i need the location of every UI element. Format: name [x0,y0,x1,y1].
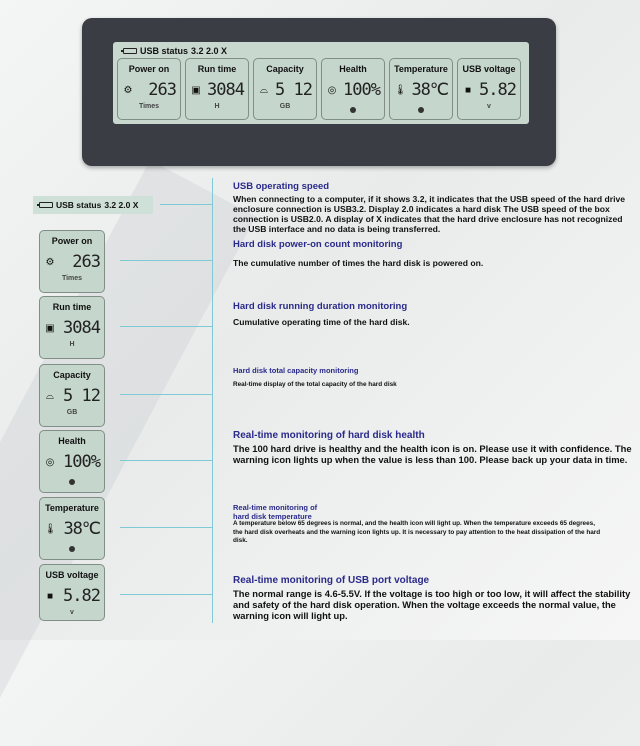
card-temperature [389,58,453,120]
card-temperature [39,497,105,560]
connector-line [160,204,212,205]
card-run-time [185,58,249,120]
connector-line [120,260,212,261]
description-title: Hard disk total capacity monitoring [233,366,359,375]
card-capacity [253,58,317,120]
description-block [233,575,633,621]
description-body: A temperature below 65 degrees is normal, and the health icon will light up. When the temperature exceeds 65 degrees, the hard disk overheats and the warning icon lights up. It is necessary to pay attention to the heat dissipation of the hard disk. [233,520,601,544]
card-unit: GB [279,103,291,110]
disk-icon: ⌓ [260,84,268,96]
card-label: Run time [197,64,237,74]
disk-icon: ⌓ [46,390,54,402]
battery-icon [39,202,53,208]
usb-status-label: USB status [56,200,102,210]
card-value: 38℃ [411,80,448,100]
card-power-on [39,230,105,293]
thermometer-icon: 🌡 [44,523,57,535]
clock-icon: ▣ [45,322,55,334]
connector-line [120,326,212,327]
card-value: 5.82 [479,80,516,100]
description-body: The normal range is 4.6-5.5V. If the voltage is too high or too low, it will affect the stability and safety of the hard disk operation. When the voltage exceeds the normal value, the warning icon will light up. [233,588,631,621]
description-title: Hard disk power-on count monitoring [233,239,403,250]
usb-status-values: 3.2 2.0 X [104,200,139,210]
card-value: 5.82 [63,586,100,606]
lcd-device [82,18,556,166]
health-icon: ◎ [327,84,337,96]
description-body: The 100 hard drive is healthy and the health icon is on. Please use it with confidence. The warning icon lights up when the value is less than 100. Please back up your data in time. [233,443,632,465]
card-run-time [39,296,105,359]
card-capacity [39,364,105,427]
card-unit: H [69,341,75,348]
description-block [233,366,633,390]
card-health [39,430,105,493]
connector-line [120,594,212,595]
usb-status [123,46,227,56]
card-value: 5 12 [275,80,312,100]
usb-status-label: USB status [140,46,189,56]
status-indicator-icon [69,479,75,485]
card-label: Temperature [394,64,448,74]
power-count-icon: ⚙ [123,84,133,96]
card-unit: Times [138,103,160,110]
card-value: 3084 [207,80,244,100]
card-label: Run time [52,302,92,312]
description-title: Real-time monitoring of USB port voltage [233,575,430,586]
card-health [321,58,385,120]
card-value: 5 12 [63,386,100,406]
lcd-screen [113,42,529,124]
card-usb-voltage [457,58,521,120]
card-value: 38℃ [63,519,100,539]
card-label: Health [339,64,367,74]
card-unit: H [214,103,220,110]
description-body: When connecting to a computer, if it shows 3.2, it indicates that the USB speed of the hard drive enclosure connection is USB3.2. Display 2.0 indicates a hard disk The USB speed of the box connection is USB2.0. A display of X indicates that the hard drive enclosure has not recognized the USB interface and no data is being transferred. [233,194,626,234]
connector-line [120,460,212,461]
card-label: Power on [128,64,170,74]
description-body: The cumulative number of times the hard disk is powered on. [233,258,484,268]
card-unit: v [70,609,74,616]
description-block [233,430,633,465]
card-unit: GB [66,409,78,416]
usb-status-values: 3.2 2.0 X [191,46,228,56]
card-label: USB voltage [45,570,99,580]
card-power-on [117,58,181,120]
card-label: Capacity [266,64,304,74]
description-body: Cumulative operating time of the hard disk. [233,317,410,327]
description-title: USB operating speed [233,181,330,192]
card-unit: Times [61,275,83,282]
description-block [233,301,633,327]
description-block [233,181,633,234]
health-icon: ◎ [45,456,55,468]
usb-voltage-icon: ■ [464,84,472,96]
card-label: Health [58,436,86,446]
card-unit: v [487,103,491,110]
status-indicator-icon [69,546,75,552]
card-label: Capacity [53,370,91,380]
battery-icon [123,48,137,54]
card-label: Power on [51,236,93,246]
clock-icon: ▣ [191,84,201,96]
connector-line [120,394,212,395]
connector-line [212,178,213,623]
card-value: 100% [63,452,100,472]
usb-voltage-icon: ■ [46,590,54,602]
connector-line [120,527,212,528]
usb-status-callout [33,196,153,214]
card-value: 100% [343,80,380,100]
card-value: 263 [148,80,176,100]
description-block [233,239,633,268]
description-title: Real-time monitoring of hard disk temperature [233,503,318,521]
power-count-icon: ⚙ [45,256,55,268]
status-indicator-icon [418,107,424,113]
card-usb-voltage [39,564,105,621]
description-block [233,503,633,546]
thermometer-icon: 🌡 [394,84,407,96]
card-label: Temperature [45,503,99,513]
card-value: 263 [72,252,100,272]
card-value: 3084 [63,318,100,338]
description-body: Real-time display of the total capacity of the hard disk [233,381,397,388]
status-indicator-icon [350,107,356,113]
description-title: Real-time monitoring of hard disk health [233,430,425,441]
card-label: USB voltage [462,64,516,74]
description-title: Hard disk running duration monitoring [233,301,408,312]
